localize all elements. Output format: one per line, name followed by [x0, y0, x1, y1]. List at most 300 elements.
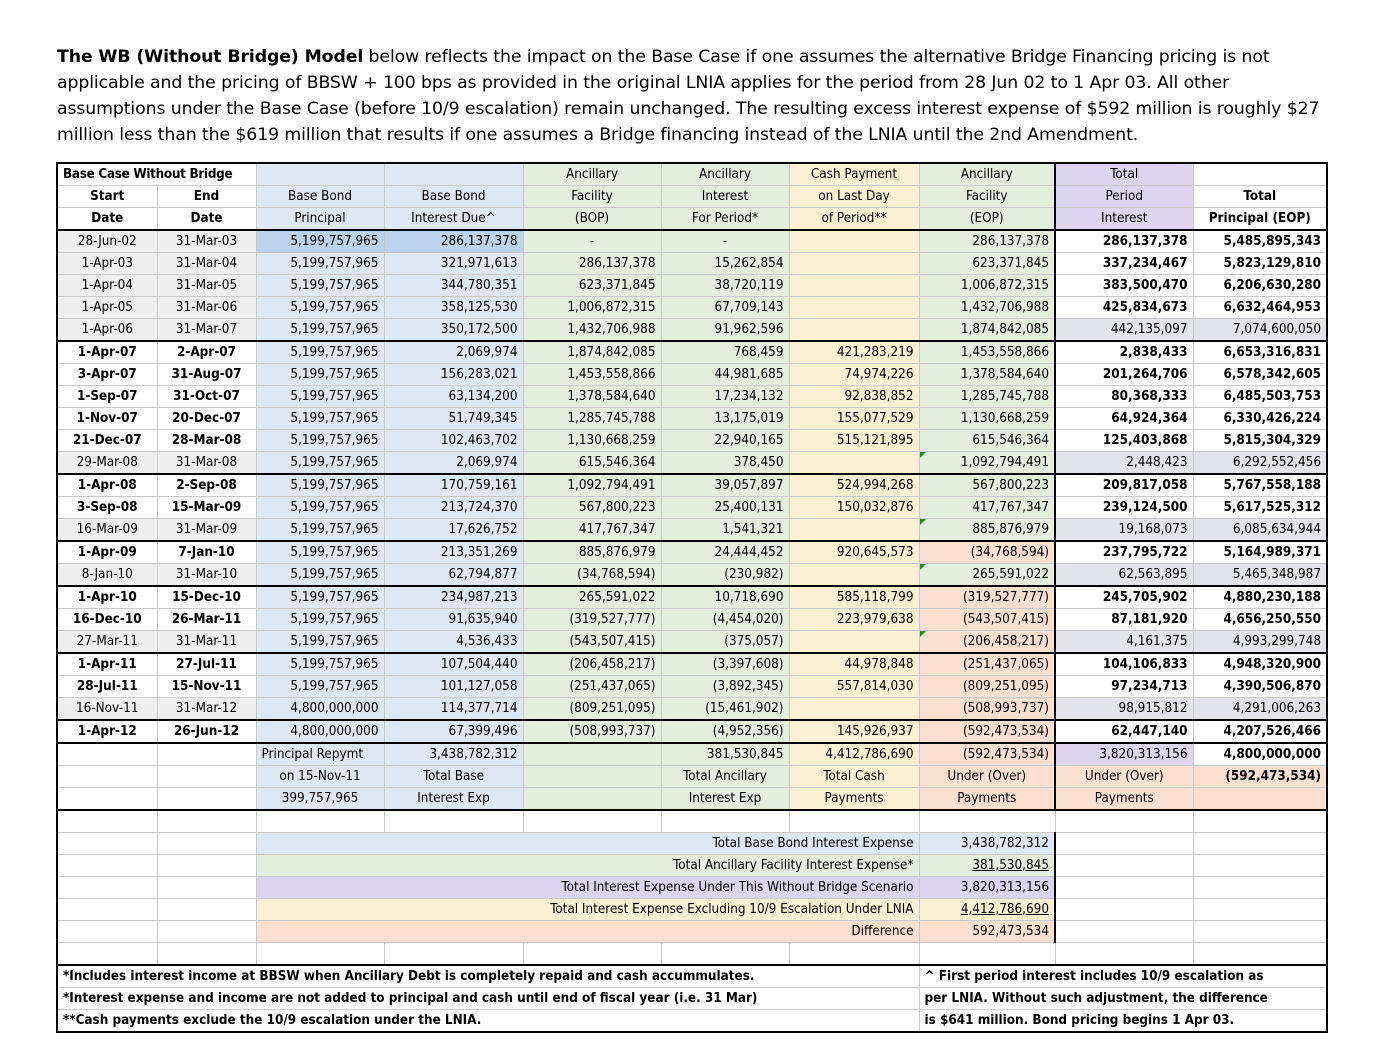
cell-total: 6,632,464,953	[1193, 297, 1327, 319]
cell-eop: 1,378,584,640	[919, 364, 1055, 386]
cell-interest: 114,377,714	[384, 698, 523, 721]
spacer-cell	[919, 943, 1055, 966]
cell-principal: 5,199,757,965	[256, 609, 384, 631]
cell-period: 104,106,833	[1055, 653, 1193, 676]
total-cash: Total Cash	[789, 766, 919, 788]
cell-interest: 350,172,500	[384, 319, 523, 342]
cell-end: 31-Mar-12	[157, 698, 256, 721]
header-cell: Cash Payment	[789, 163, 919, 186]
header-cell: Interest	[661, 186, 789, 208]
cell-anc-int: 39,057,897	[661, 474, 789, 497]
spacer-cell	[256, 943, 384, 966]
cell-start: 1-Nov-07	[57, 408, 157, 430]
spacer-cell	[1055, 810, 1193, 833]
table-row	[57, 676, 1327, 698]
cell-start: 1-Apr-05	[57, 297, 157, 319]
cell-eop: (206,458,217)	[919, 631, 1055, 654]
spacer-cell	[157, 810, 256, 833]
spacer-row	[57, 810, 1327, 833]
cell-period: 98,915,812	[1055, 698, 1193, 721]
cell-eop: (592,473,534)	[919, 720, 1055, 743]
cell-cash	[789, 275, 919, 297]
spacer-cell	[919, 810, 1055, 833]
cell-anc-int: (230,982)	[661, 564, 789, 587]
cell-interest: 101,127,058	[384, 676, 523, 698]
cell-cash	[789, 253, 919, 275]
summary-empty-cell	[157, 899, 256, 921]
summary-empty-cell	[157, 877, 256, 899]
cell-eop: 615,546,364	[919, 430, 1055, 452]
total-anc-int: 381,530,845	[661, 743, 789, 766]
cell-bop: (543,507,415)	[523, 631, 661, 654]
cell-period: 97,234,713	[1055, 676, 1193, 698]
cell-anc-int: 378,450	[661, 452, 789, 475]
cell-interest: 213,724,370	[384, 497, 523, 519]
total-empty-cell	[157, 788, 256, 811]
cell-period: 2,838,433	[1055, 341, 1193, 364]
summary-value: 4,412,786,690	[919, 899, 1055, 921]
cell-end: 31-Mar-07	[157, 319, 256, 342]
total-anc-int: Interest Exp	[661, 788, 789, 811]
cell-start: 1-Apr-09	[57, 541, 157, 564]
cell-period: 2,448,423	[1055, 452, 1193, 475]
cell-eop: (319,527,777)	[919, 586, 1055, 609]
intro-paragraph	[57, 44, 1337, 148]
cell-period: 62,563,895	[1055, 564, 1193, 587]
spacer-cell	[157, 943, 256, 966]
cell-principal: 5,199,757,965	[256, 275, 384, 297]
summary-empty-cell	[157, 921, 256, 943]
total-interest: 3,438,782,312	[384, 743, 523, 766]
total-interest: Interest Exp	[384, 788, 523, 811]
cell-period: 239,124,500	[1055, 497, 1193, 519]
cell-bop: 1,432,706,988	[523, 319, 661, 342]
cell-principal: 5,199,757,965	[256, 519, 384, 542]
cell-start: 1-Apr-03	[57, 253, 157, 275]
cell-eop: (543,507,415)	[919, 609, 1055, 631]
table-row	[57, 364, 1327, 386]
cell-period: 237,795,722	[1055, 541, 1193, 564]
spacer-cell	[661, 810, 789, 833]
cell-bop: 417,767,347	[523, 519, 661, 542]
cell-bop: 1,006,872,315	[523, 297, 661, 319]
cell-end: 7-Jan-10	[157, 541, 256, 564]
cell-cash: 150,032,876	[789, 497, 919, 519]
spacer-cell	[523, 810, 661, 833]
cell-interest: 170,759,161	[384, 474, 523, 497]
cell-total: 4,993,299,748	[1193, 631, 1327, 654]
cell-cash: 155,077,529	[789, 408, 919, 430]
table-row	[57, 564, 1327, 587]
total-empty-cell	[523, 788, 661, 811]
cell-bop: 1,874,842,085	[523, 341, 661, 364]
cell-bop: (251,437,065)	[523, 676, 661, 698]
cell-cash: 515,121,895	[789, 430, 919, 452]
cell-eop: (809,251,095)	[919, 676, 1055, 698]
table-title: Base Case Without Bridge	[57, 163, 256, 186]
header-cell: Facility	[919, 186, 1055, 208]
cell-end: 26-Jun-12	[157, 720, 256, 743]
cell-eop: 1,874,842,085	[919, 319, 1055, 342]
cell-interest: 358,125,530	[384, 297, 523, 319]
total-empty-cell	[57, 743, 157, 766]
total-total	[1193, 788, 1327, 811]
cell-anc-int: (375,057)	[661, 631, 789, 654]
cell-bop: (319,527,777)	[523, 609, 661, 631]
header-cell: Interest	[1055, 208, 1193, 231]
cell-interest: 67,399,496	[384, 720, 523, 743]
header-cell: Date	[57, 208, 157, 231]
cell-principal: 5,199,757,965	[256, 253, 384, 275]
cell-period: 286,137,378	[1055, 230, 1193, 253]
cell-principal: 5,199,757,965	[256, 297, 384, 319]
cell-total: 6,653,316,831	[1193, 341, 1327, 364]
cell-bop: 265,591,022	[523, 586, 661, 609]
table-row	[57, 319, 1327, 342]
cell-total: 6,085,634,944	[1193, 519, 1327, 542]
cell-bop: 286,137,378	[523, 253, 661, 275]
cell-total: 5,617,525,312	[1193, 497, 1327, 519]
cell-start: 1-Apr-11	[57, 653, 157, 676]
cell-principal: 5,199,757,965	[256, 653, 384, 676]
cell-anc-int: (4,952,356)	[661, 720, 789, 743]
header-cell	[256, 163, 384, 186]
summary-label: Total Ancillary Facility Interest Expense*	[256, 855, 919, 877]
cell-total: 4,207,526,466	[1193, 720, 1327, 743]
cell-period: 201,264,706	[1055, 364, 1193, 386]
cell-end: 31-Mar-04	[157, 253, 256, 275]
footnote-right: per LNIA. Without such adjustment, the difference	[919, 988, 1327, 1010]
cell-principal: 4,800,000,000	[256, 698, 384, 721]
cell-end: 31-Aug-07	[157, 364, 256, 386]
cell-period: 19,168,073	[1055, 519, 1193, 542]
table-row	[57, 253, 1327, 275]
header-cell: (EOP)	[919, 208, 1055, 231]
cell-eop: 286,137,378	[919, 230, 1055, 253]
cell-start: 16-Mar-09	[57, 519, 157, 542]
cell-start: 1-Apr-07	[57, 341, 157, 364]
cell-principal: 5,199,757,965	[256, 452, 384, 475]
cell-eop: 623,371,845	[919, 253, 1055, 275]
footnote-row	[57, 988, 1327, 1010]
summary-empty-cell	[57, 877, 157, 899]
cell-interest: 156,283,021	[384, 364, 523, 386]
total-empty-cell	[523, 743, 661, 766]
cell-start: 16-Nov-11	[57, 698, 157, 721]
header-cell: Principal (EOP)	[1193, 208, 1327, 231]
cell-interest: 107,504,440	[384, 653, 523, 676]
cell-period: 425,834,673	[1055, 297, 1193, 319]
cell-interest: 234,987,213	[384, 586, 523, 609]
cell-total: 5,164,989,371	[1193, 541, 1327, 564]
summary-empty-cell	[1055, 877, 1193, 899]
cell-end: 31-Mar-03	[157, 230, 256, 253]
spacer-cell	[789, 810, 919, 833]
cell-bop: (508,993,737)	[523, 720, 661, 743]
cell-interest: 91,635,940	[384, 609, 523, 631]
header-cell: of Period**	[789, 208, 919, 231]
cell-end: 15-Mar-09	[157, 497, 256, 519]
cell-interest: 63,134,200	[384, 386, 523, 408]
cell-eop: 885,876,979	[919, 519, 1055, 542]
summary-label: Difference	[256, 921, 919, 943]
cell-principal: 5,199,757,965	[256, 541, 384, 564]
cell-total: 4,656,250,550	[1193, 609, 1327, 631]
cell-end: 31-Mar-09	[157, 519, 256, 542]
header-cell: Base Bond	[384, 186, 523, 208]
cell-cash	[789, 452, 919, 475]
cell-principal: 5,199,757,965	[256, 430, 384, 452]
cell-cash	[789, 230, 919, 253]
cell-eop: 1,432,706,988	[919, 297, 1055, 319]
total-principal: 399,757,965	[256, 788, 384, 811]
cell-anc-int: (3,892,345)	[661, 676, 789, 698]
cell-eop: (508,993,737)	[919, 698, 1055, 721]
total-principal: Principal Repymt	[256, 743, 384, 766]
cell-bop: 1,378,584,640	[523, 386, 661, 408]
cell-principal: 5,199,757,965	[256, 408, 384, 430]
cell-cash: 74,974,226	[789, 364, 919, 386]
cell-period: 80,368,333	[1055, 386, 1193, 408]
cell-principal: 5,199,757,965	[256, 564, 384, 587]
footnote-row	[57, 965, 1327, 988]
cell-start: 16-Dec-10	[57, 609, 157, 631]
cell-start: 21-Dec-07	[57, 430, 157, 452]
cell-start: 1-Apr-06	[57, 319, 157, 342]
cell-anc-int: 67,709,143	[661, 297, 789, 319]
cell-cash: 421,283,219	[789, 341, 919, 364]
summary-value: 381,530,845	[919, 855, 1055, 877]
total-eop: (592,473,534)	[919, 743, 1055, 766]
table-row	[57, 275, 1327, 297]
cell-cash: 223,979,638	[789, 609, 919, 631]
cell-total: 6,485,503,753	[1193, 386, 1327, 408]
cell-principal: 5,199,757,965	[256, 676, 384, 698]
cell-total: 5,485,895,343	[1193, 230, 1327, 253]
cell-eop: 1,453,558,866	[919, 341, 1055, 364]
cell-bop: 623,371,845	[523, 275, 661, 297]
cell-anc-int: 25,400,131	[661, 497, 789, 519]
footnote-left: *Includes interest income at BBSW when Ancillary Debt is completely repaid and cash accummulates.	[57, 965, 919, 988]
cell-total: 6,578,342,605	[1193, 364, 1327, 386]
cell-total: 4,880,230,188	[1193, 586, 1327, 609]
cell-end: 27-Jul-11	[157, 653, 256, 676]
summary-label: Total Interest Expense Under This Without Bridge Scenario	[256, 877, 919, 899]
cell-eop: 1,092,794,491	[919, 452, 1055, 475]
cell-total: 5,465,348,987	[1193, 564, 1327, 587]
cell-principal: 5,199,757,965	[256, 386, 384, 408]
cell-cash	[789, 297, 919, 319]
cell-principal: 5,199,757,965	[256, 230, 384, 253]
header-cell	[1193, 163, 1327, 186]
footnote-left: *Interest expense and income are not added to principal and cash until end of fiscal year (i.e. 31 Mar)	[57, 988, 919, 1010]
cell-anc-int: 10,718,690	[661, 586, 789, 609]
cell-anc-int: 44,981,685	[661, 364, 789, 386]
table-row	[57, 720, 1327, 743]
cell-anc-int: 1,541,321	[661, 519, 789, 542]
cell-bop: (34,768,594)	[523, 564, 661, 587]
header-cell: Period	[1055, 186, 1193, 208]
table-row	[57, 653, 1327, 676]
cell-total: 6,292,552,456	[1193, 452, 1327, 475]
cell-end: 31-Oct-07	[157, 386, 256, 408]
table-row	[57, 386, 1327, 408]
totals-row	[57, 766, 1327, 788]
summary-value: 3,438,782,312	[919, 833, 1055, 855]
cell-period: 442,135,097	[1055, 319, 1193, 342]
cell-bop: 1,285,745,788	[523, 408, 661, 430]
cell-period: 64,924,364	[1055, 408, 1193, 430]
total-empty-cell	[523, 766, 661, 788]
cell-principal: 5,199,757,965	[256, 497, 384, 519]
summary-empty-cell	[57, 855, 157, 877]
total-principal: on 15-Nov-11	[256, 766, 384, 788]
summary-empty-cell	[57, 833, 157, 855]
summary-empty-cell	[1055, 833, 1193, 855]
cell-cash	[789, 519, 919, 542]
cell-eop: 1,006,872,315	[919, 275, 1055, 297]
table-row	[57, 230, 1327, 253]
summary-value: 3,820,313,156	[919, 877, 1055, 899]
cell-period: 62,447,140	[1055, 720, 1193, 743]
summary-row	[57, 833, 1327, 855]
table-row	[57, 341, 1327, 364]
cell-interest: 344,780,351	[384, 275, 523, 297]
total-period: Payments	[1055, 788, 1193, 811]
summary-empty-cell	[1193, 921, 1327, 943]
header-cell: For Period*	[661, 208, 789, 231]
header-cell: Total	[1193, 186, 1327, 208]
total-cash: 4,412,786,690	[789, 743, 919, 766]
total-eop: Under (Over)	[919, 766, 1055, 788]
cell-start: 3-Apr-07	[57, 364, 157, 386]
cell-start: 1-Sep-07	[57, 386, 157, 408]
cell-period: 245,705,902	[1055, 586, 1193, 609]
table-row	[57, 474, 1327, 497]
total-period: Under (Over)	[1055, 766, 1193, 788]
table-row	[57, 297, 1327, 319]
cell-period: 4,161,375	[1055, 631, 1193, 654]
cell-end: 15-Dec-10	[157, 586, 256, 609]
cell-end: 15-Nov-11	[157, 676, 256, 698]
footnote-left: **Cash payments exclude the 10/9 escalation under the LNIA.	[57, 1010, 919, 1033]
total-empty-cell	[57, 766, 157, 788]
cell-cash: 524,994,268	[789, 474, 919, 497]
cell-eop: 265,591,022	[919, 564, 1055, 587]
cell-start: 29-Mar-08	[57, 452, 157, 475]
cell-total: 5,767,558,188	[1193, 474, 1327, 497]
spacer-cell	[256, 810, 384, 833]
totals-row	[57, 788, 1327, 811]
cell-start: 1-Apr-12	[57, 720, 157, 743]
cell-cash: 92,838,852	[789, 386, 919, 408]
cell-total: 7,074,600,050	[1193, 319, 1327, 342]
cell-anc-int: -	[661, 230, 789, 253]
cell-principal: 5,199,757,965	[256, 319, 384, 342]
header-cell: Date	[157, 208, 256, 231]
spacer-cell	[1055, 943, 1193, 966]
table-row	[57, 497, 1327, 519]
cell-principal: 4,800,000,000	[256, 720, 384, 743]
cell-anc-int: 38,720,119	[661, 275, 789, 297]
cell-bop: -	[523, 230, 661, 253]
cell-interest: 17,626,752	[384, 519, 523, 542]
table-row	[57, 586, 1327, 609]
total-cash: Payments	[789, 788, 919, 811]
total-empty-cell	[157, 743, 256, 766]
cell-anc-int: (4,454,020)	[661, 609, 789, 631]
cell-period: 87,181,920	[1055, 609, 1193, 631]
cell-interest: 102,463,702	[384, 430, 523, 452]
cell-principal: 5,199,757,965	[256, 631, 384, 654]
header-cell: Base Bond	[256, 186, 384, 208]
cell-interest: 2,069,974	[384, 452, 523, 475]
cell-principal: 5,199,757,965	[256, 341, 384, 364]
header-cell: Ancillary	[523, 163, 661, 186]
spacer-cell	[1193, 810, 1327, 833]
spacer-cell	[384, 943, 523, 966]
cell-anc-int: 24,444,452	[661, 541, 789, 564]
cell-cash	[789, 564, 919, 587]
total-interest: Total Base	[384, 766, 523, 788]
table-row	[57, 452, 1327, 475]
total-empty-cell	[157, 766, 256, 788]
cell-cash	[789, 319, 919, 342]
header-cell: Facility	[523, 186, 661, 208]
cell-interest: 286,137,378	[384, 230, 523, 253]
spacer-cell	[57, 810, 157, 833]
header-cell	[384, 163, 523, 186]
header-cell: Ancillary	[661, 163, 789, 186]
header-cell: Interest Due^	[384, 208, 523, 231]
total-eop: Payments	[919, 788, 1055, 811]
cell-end: 20-Dec-07	[157, 408, 256, 430]
header-cell: Principal	[256, 208, 384, 231]
cell-cash: 557,814,030	[789, 676, 919, 698]
cell-bop: 1,453,558,866	[523, 364, 661, 386]
cell-end: 28-Mar-08	[157, 430, 256, 452]
summary-empty-cell	[157, 855, 256, 877]
cell-total: 6,206,630,280	[1193, 275, 1327, 297]
summary-empty-cell	[57, 899, 157, 921]
summary-label: Total Base Bond Interest Expense	[256, 833, 919, 855]
spacer-cell	[1193, 943, 1327, 966]
cell-bop: 567,800,223	[523, 497, 661, 519]
table-row	[57, 541, 1327, 564]
cell-bop: 1,130,668,259	[523, 430, 661, 452]
cell-bop: 885,876,979	[523, 541, 661, 564]
cell-total: 5,815,304,329	[1193, 430, 1327, 452]
cell-period: 209,817,058	[1055, 474, 1193, 497]
spacer-row	[57, 943, 1327, 966]
cell-end: 31-Mar-05	[157, 275, 256, 297]
cell-end: 31-Mar-08	[157, 452, 256, 475]
cell-total: 4,291,006,263	[1193, 698, 1327, 721]
cell-eop: (34,768,594)	[919, 541, 1055, 564]
summary-empty-cell	[1193, 877, 1327, 899]
cell-start: 28-Jun-02	[57, 230, 157, 253]
header-cell: Ancillary	[919, 163, 1055, 186]
cell-bop: (206,458,217)	[523, 653, 661, 676]
cell-eop: 417,767,347	[919, 497, 1055, 519]
intro-text: below reflects the impact on the Base Case if one assumes the alternative Bridge Financing pricing is not applicable and the pricing of BBSW + 100 bps as provided in the original LNIA applies for the period from 28 Jun 02 to 1 Apr 03. All other assumptions under the Base Case (before 10/9 escalation) remain unchanged. The resulting excess interest expense of $592 million is roughly $27 million less than the $619 million that results if one assumes a Bridge financing instead of the LNIA until the 2nd Amendment.	[57, 47, 1320, 145]
table-row	[57, 519, 1327, 542]
cell-end: 31-Mar-06	[157, 297, 256, 319]
cell-cash	[789, 698, 919, 721]
cell-end: 2-Apr-07	[157, 341, 256, 364]
summary-empty-cell	[1055, 855, 1193, 877]
cell-cash: 145,926,937	[789, 720, 919, 743]
